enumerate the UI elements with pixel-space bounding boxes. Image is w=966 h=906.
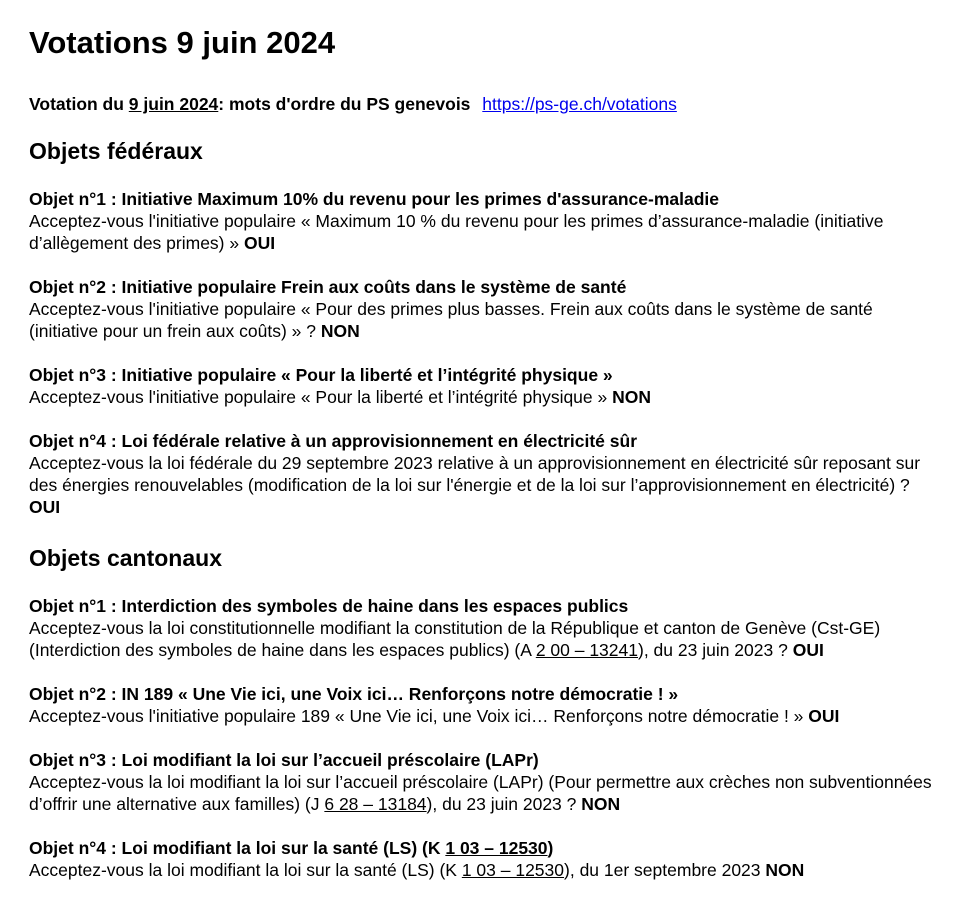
item-body-text: Acceptez-vous la loi modifiant la loi sur l’accueil préscolaire (LAPr) (Pour permettre aux crèches non subventionnées d’offrir une alternative aux familles) (J — [29, 772, 932, 814]
item-body-text: Acceptez-vous l'initiative populaire « Maximum 10 % du revenu pour les primes d’assurance-maladie (initiative d’allègement des primes) » — [29, 211, 884, 253]
cantonal-items — [29, 595, 937, 881]
item-body-text: Acceptez-vous la loi modifiant la loi sur la santé (LS) (K — [29, 860, 462, 880]
item-title: Objet n°4 : Loi fédérale relative à un approvisionnement en électricité sûr — [29, 431, 638, 451]
item-body-text: ), du 23 juin 2023 ? — [426, 794, 582, 814]
law-reference: 6 28 – 13184 — [324, 794, 427, 814]
intro-suffix: : mots d'ordre du PS genevois — [218, 94, 471, 114]
federal-item-4 — [29, 430, 937, 518]
law-reference: 2 00 – 13241 — [535, 640, 638, 660]
cantonal-item-1 — [29, 595, 937, 661]
item-body — [29, 452, 937, 518]
item-body — [29, 298, 937, 342]
verdict: NON — [320, 321, 360, 341]
item-body — [29, 617, 937, 661]
item-title — [29, 837, 937, 859]
item-title: Objet n°2 : IN 189 « Une Vie ici, une Voix ici… Renforçons notre démocratie ! » — [29, 684, 679, 704]
item-body-text: Acceptez-vous l'initiative populaire 189 « Une Vie ici, une Voix ici… Renforçons notre démocratie ! » — [29, 706, 809, 726]
verdict: NON — [612, 387, 651, 407]
item-body — [29, 705, 937, 727]
item-title-text: ) — [547, 838, 554, 858]
page-title: Votations 9 juin 2024 — [29, 25, 336, 60]
item-body — [29, 210, 937, 254]
federal-items — [29, 188, 937, 518]
item-title: Objet n°3 : Initiative populaire « Pour la liberté et l’intégrité physique » — [29, 365, 613, 385]
cantonal-heading: Objets cantonaux — [29, 545, 222, 571]
item-body-text: ), du 23 juin 2023 ? — [638, 640, 793, 660]
item-body — [29, 386, 937, 408]
item-title: Objet n°1 : Initiative Maximum 10% du revenu pour les primes d'assurance-maladie — [29, 189, 719, 209]
item-title: Objet n°2 : Initiative populaire Frein aux coûts dans le système de santé — [29, 277, 627, 297]
law-reference: 1 03 – 12530 — [461, 860, 565, 880]
votations-link[interactable]: https://ps-ge.ch/votations — [482, 94, 677, 114]
item-title-text: Objet n°4 : Loi modifiant la loi sur la santé (LS) (K — [29, 838, 446, 858]
item-body-text: Acceptez-vous la loi constitutionnelle modifiant la constitution de la République et canton de Genève (Cst-GE) (Interdiction des symboles de haine dans les espaces publics) (A — [29, 618, 881, 660]
verdict: NON — [765, 860, 805, 880]
verdict: OUI — [243, 233, 276, 253]
federal-item-2 — [29, 276, 937, 342]
item-body-text: ), du 1er septembre 2023 — [564, 860, 766, 880]
item-body-text: Acceptez-vous l'initiative populaire « Pour la liberté et l’intégrité physique » — [29, 387, 613, 407]
intro-line — [29, 93, 937, 115]
verdict: OUI — [29, 497, 61, 517]
item-body-text: Acceptez-vous la loi fédérale du 29 septembre 2023 relative à un approvisionnement en électricité sûr reposant sur des énergies renouvelables (modification de la loi sur l'énergie et de la loi sur l’approvisionnement en électricité) ? — [29, 453, 921, 495]
verdict: OUI — [808, 706, 840, 726]
intro-date: 9 juin 2024 — [128, 94, 219, 114]
item-title: Objet n°3 : Loi modifiant la loi sur l’accueil préscolaire (LAPr) — [29, 750, 539, 770]
cantonal-item-2 — [29, 683, 937, 727]
item-title: Objet n°1 : Interdiction des symboles de haine dans les espaces publics — [29, 596, 629, 616]
cantonal-item-4 — [29, 837, 937, 881]
item-body — [29, 859, 937, 881]
law-reference: 1 03 – 12530 — [445, 838, 548, 858]
federal-heading: Objets fédéraux — [29, 138, 203, 164]
federal-item-3 — [29, 364, 937, 408]
federal-item-1 — [29, 188, 937, 254]
item-body — [29, 771, 937, 815]
verdict: OUI — [792, 640, 824, 660]
item-body-text: Acceptez-vous l'initiative populaire « Pour des primes plus basses. Frein aux coûts dans le système de santé (initiative pour un frein aux coûts) » ? — [29, 299, 873, 341]
verdict: NON — [581, 794, 621, 814]
intro-prefix: Votation du — [29, 94, 129, 114]
cantonal-item-3 — [29, 749, 937, 815]
